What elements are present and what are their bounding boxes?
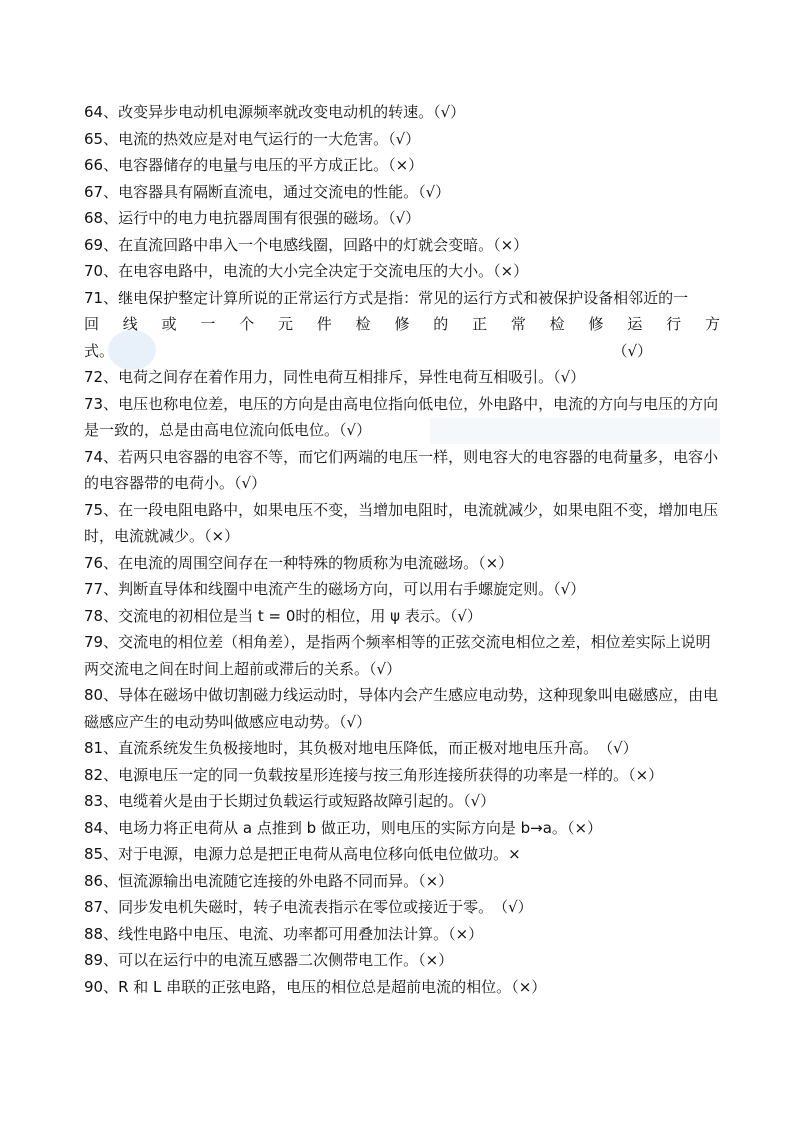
list-item: 64、改变异步电动机电源频率就改变电动机的转速。（√） xyxy=(84,103,466,121)
list-item: 68、运行中的电力电抗器周围有很强的磁场。（√） xyxy=(84,209,421,227)
list-item: 65、电流的热效应是对电气运行的一大危害。（√） xyxy=(84,129,421,148)
list-item: 70、在电容电路中，电流的大小完全决定于交流电压的大小。（×） xyxy=(84,262,529,280)
list-item xyxy=(84,285,720,365)
list-item: 87、同步发电机失磁时，转子电流表指示在零位或接近于零。 （√） xyxy=(84,898,533,916)
list-item: 86、恒流源输出电流随它连接的外电路不同而异。（×） xyxy=(84,871,454,890)
list-item: 84、电场力将正电荷从 a 点推到 b 做正功，则电压的实际方向是 b→a。（×） xyxy=(84,818,603,837)
list-item: 72、电荷之间存在着作用力，同性电荷互相排斥，异性电荷互相吸引。（√） xyxy=(84,368,586,386)
list-item: 67、电容器具有隔断直流电，通过交流电的性能。（√） xyxy=(84,182,451,201)
item-line: 71、继电保护整定计算所说的正常运行方式是指：常见的运行方式和被保护设备相邻近的一 xyxy=(84,288,689,307)
list-item: 79、交流电的相位差（相角差），是指两个频率相等的正弦交流电相位之差，相位差实际上说明两交流电之间在时间上超前或滞后的关系。（√） xyxy=(84,633,711,678)
list-item: 83、电缆着火是由于长期过负载运行或短路故障引起的。（√） xyxy=(84,792,496,810)
list-item: 89、可以在运行中的电流互感器二次侧带电工作。（×） xyxy=(84,951,454,969)
list-item: 90、R 和 L 串联的正弦电路，电压的相位总是超前电流的相位。（×） xyxy=(84,977,547,996)
item-line-justified: 回线或一个元件检修的正常检修运行方 xyxy=(84,315,720,333)
list-item: 75、在一段电阻电路中，如果电压不变，当增加电阻时，电流就减少，如果电阻不变，增加电压时，电流就减少。（×） xyxy=(84,500,719,545)
list-item: 77、判断直导体和线圈中电流产生的磁场方向，可以用右手螺旋定则。（√） xyxy=(84,580,586,598)
item-line: 式。 （√） xyxy=(84,341,652,360)
list-item: 76、在电流的周围空间存在一种特殊的物质称为电流磁场。（×） xyxy=(84,553,514,572)
list-item: 85、对于电源，电源力总是把正电荷从高电位移向低电位做功。× xyxy=(84,845,521,863)
list-item: 73、电压也称电位差，电压的方向是由高电位指向低电位，外电路中，电流的方向与电压的方向是一致的，总是由高电位流向低电位。（√） xyxy=(84,394,719,439)
list-item: 74、若两只电容器的电容不等，而它们两端的电压一样，则电容大的电容器的电荷量多，电容小的电容器带的电荷小。（√） xyxy=(84,447,719,492)
list-item: 82、电源电压一定的同一负载按星形连接与按三角形连接所获得的功率是一样的。（×） xyxy=(84,765,664,784)
list-item: 66、电容器储存的电量与电压的平方成正比。（×） xyxy=(84,156,424,174)
list-item: 80、导体在磁场中做切割磁力线运动时，导体内会产生感应电动势，这种现象叫电磁感应，由电磁感应产生的电动势叫做感应电动势。（√） xyxy=(84,686,719,731)
list-item: 88、线性电路中电压、电流、功率都可用叠加法计算。（×） xyxy=(84,924,484,943)
list-item: 78、交流电的初相位是当 t = 0时的相位，用 ψ 表示。（√） xyxy=(84,606,482,625)
list-item: 69、在直流回路中串入一个电感线圈，回路中的灯就会变暗。（×） xyxy=(84,235,529,254)
question-list xyxy=(84,99,720,1000)
list-item: 81、直流系统发生负极接地时，其负极对地电压降低，而正极对地电压升高。 （√） xyxy=(84,739,638,757)
